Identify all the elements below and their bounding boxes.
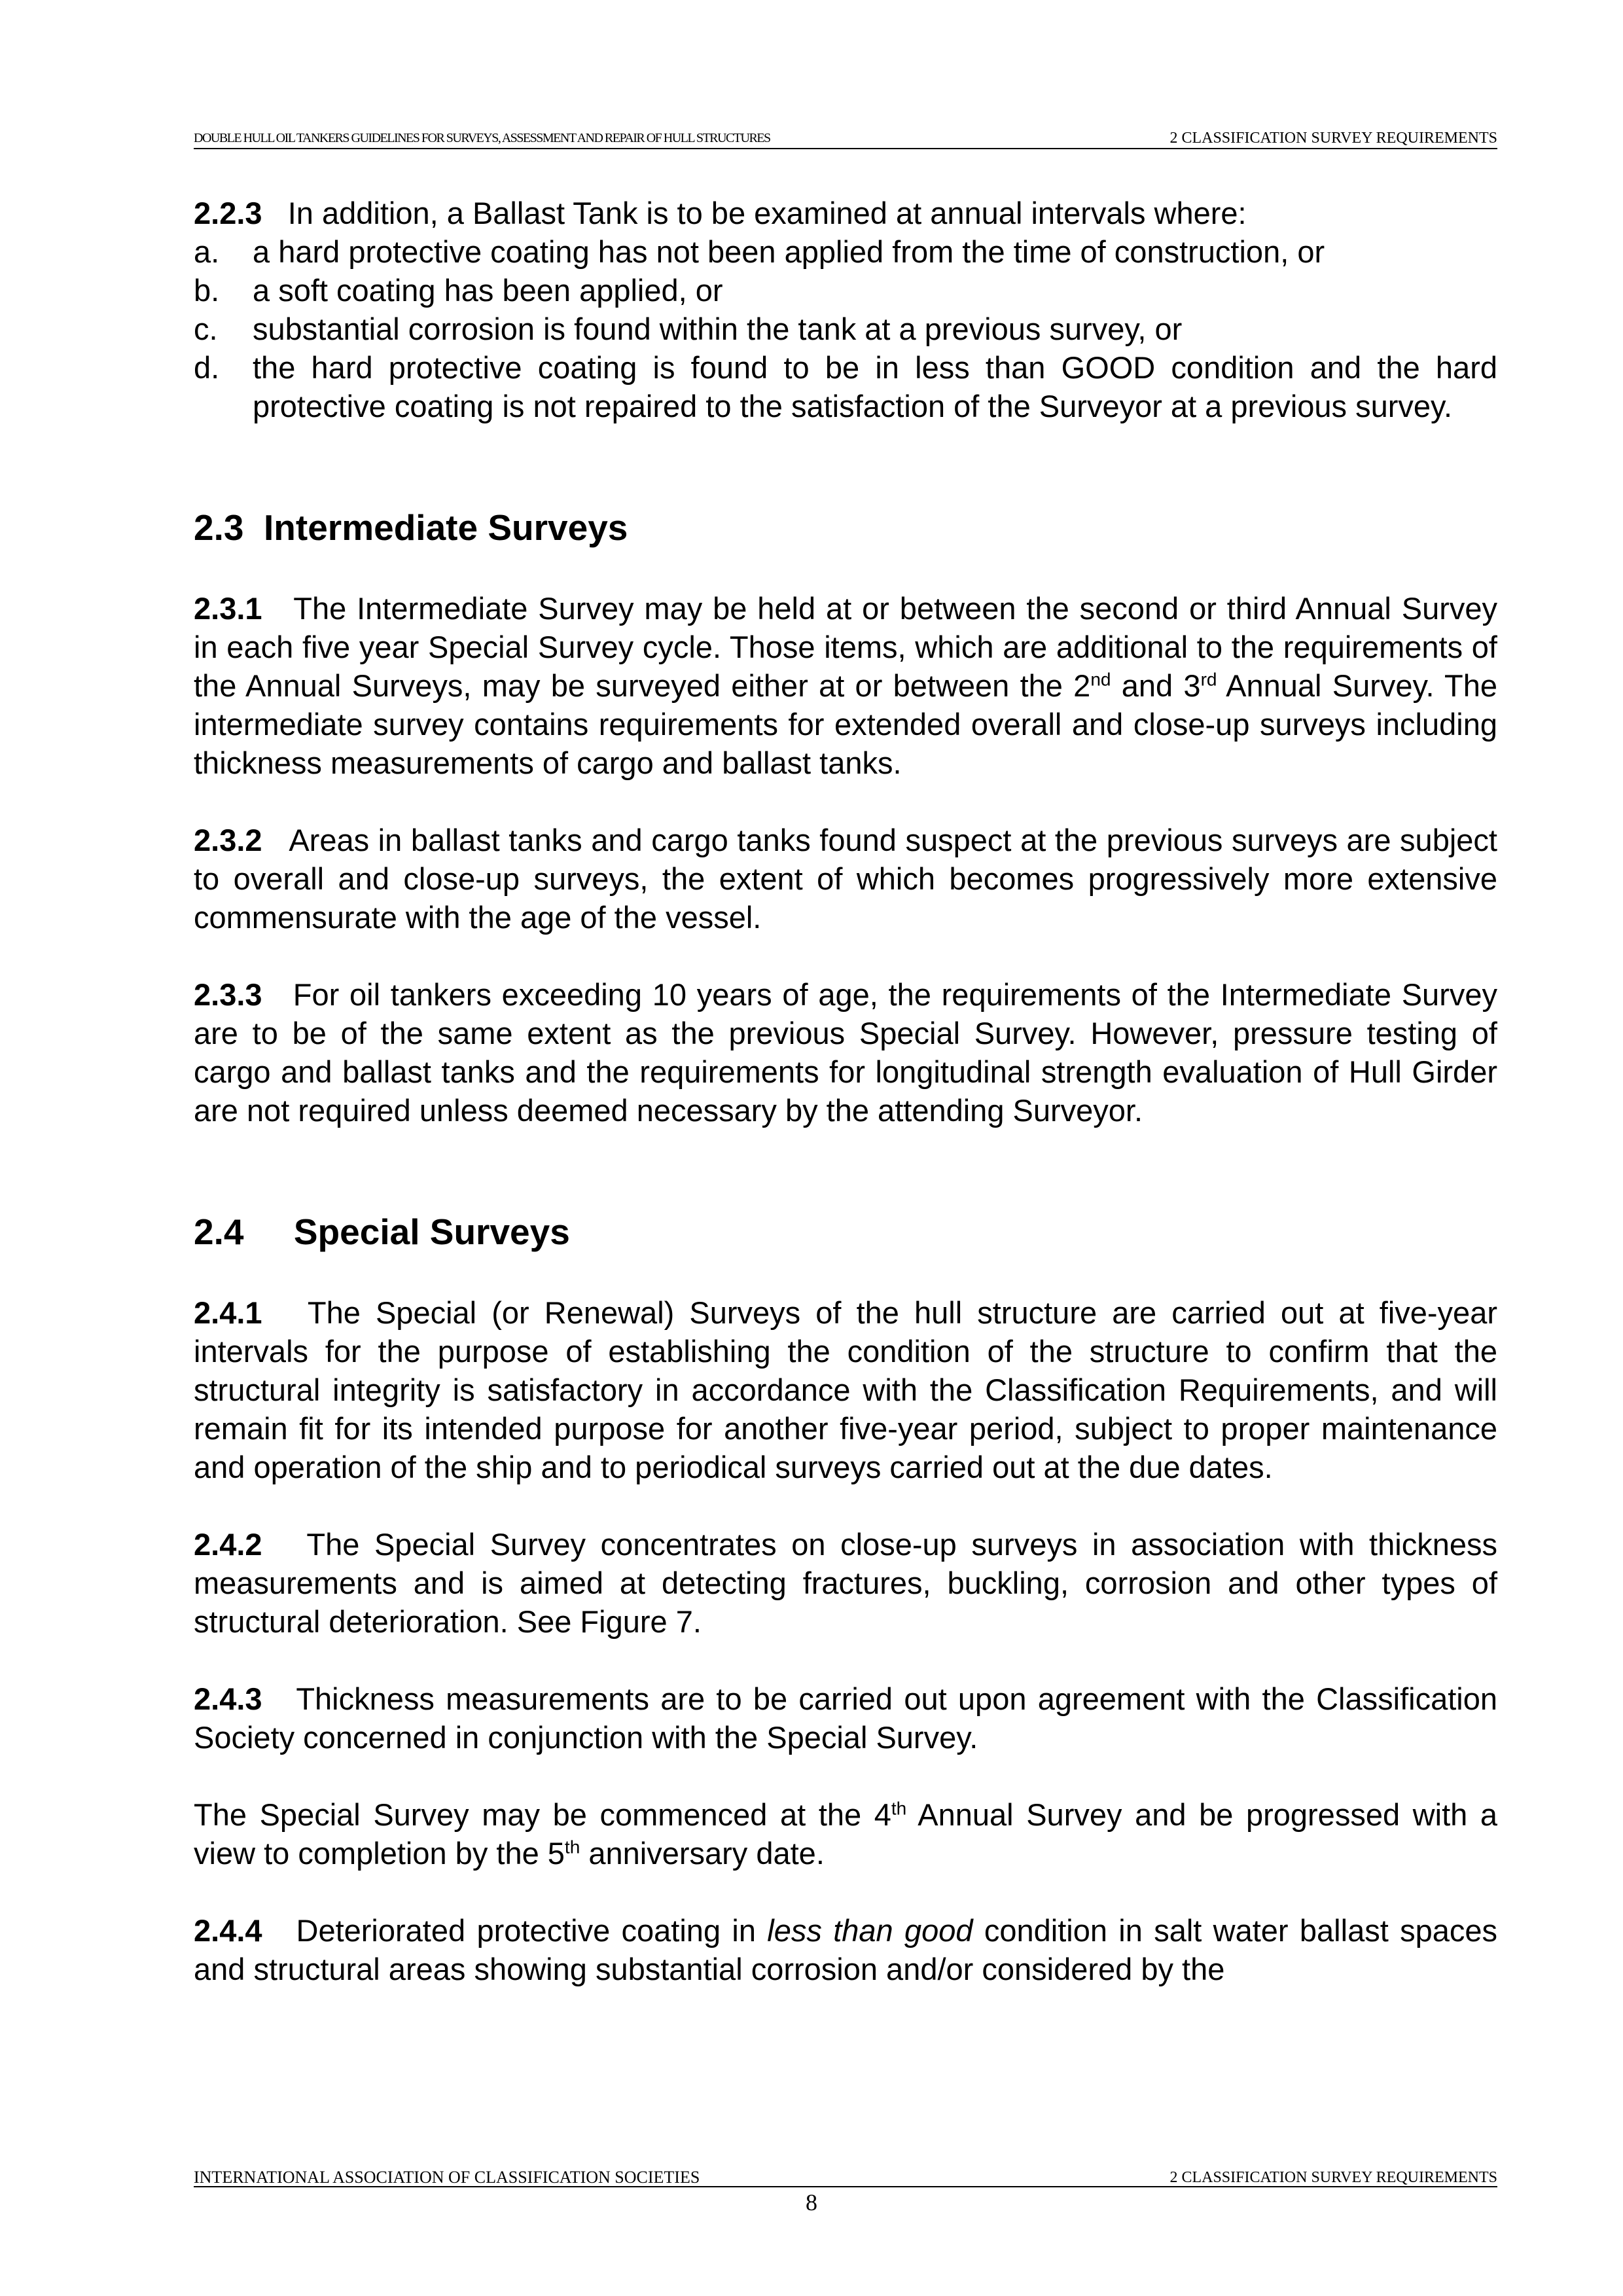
paragraph-text: Deteriorated protective coating in (296, 1913, 768, 1948)
paragraph-text: Annual Survey and be progressed with a view to completion by the 5 (194, 1797, 1497, 1871)
body-content (194, 194, 1497, 1988)
section-title: Special Surveys (293, 1211, 570, 1252)
paragraph-text: Thickness measurements are to be carried out upon agreement with the Classification Society concerned in conjunction with the Special Survey. (194, 1681, 1497, 1755)
footer-chapter-title: 2 CLASSIFICATION SURVEY REQUIREMENTS (1169, 2169, 1497, 2186)
ordinal-suffix: nd (1090, 669, 1111, 690)
paragraph-number: 2.4.1 (194, 1295, 262, 1330)
paragraph-text: The Intermediate Survey may be held at or between the second or third Annual Survey in each five year Special Survey cycle. Those items, which are additional to the requirements of the Annual Surveys, may be surveyed either at or between the 2 (194, 591, 1497, 703)
paragraph-text: Areas in ballast tanks and cargo tanks found suspect at the previous surveys are subject to overall and close-up surveys, the extent of which becomes progressively more extensive commensurate with the age of the vessel. (194, 823, 1497, 935)
paragraph-number: 2.4.3 (194, 1681, 262, 1716)
paragraph-2-3-1 (194, 589, 1497, 782)
section-heading-2-4 (194, 1208, 1497, 1255)
paragraph-2-4-2 (194, 1525, 1497, 1641)
list-marker: a. (194, 234, 220, 269)
paragraph-text: and 3 (1111, 668, 1201, 703)
running-header (194, 128, 1497, 149)
paragraph-text: anniversary date. (580, 1836, 825, 1871)
paragraph-2-3-2 (194, 821, 1497, 937)
list-marker: d. (194, 350, 220, 385)
paragraph-number: 2.4.4 (194, 1913, 262, 1948)
ordinal-suffix: th (564, 1837, 580, 1857)
list-item (194, 348, 1497, 425)
paragraph-number: 2.3.1 (194, 591, 262, 626)
paragraph-text: The Special Survey may be commenced at the 4 (194, 1797, 891, 1832)
paragraph-text: Annual Survey. The intermediate survey contains requirements for extended overall and close-up surveys including thickness measurements of cargo and ballast tanks. (194, 668, 1497, 780)
footer-organization: INTERNATIONAL ASSOCIATION OF CLASSIFICATION SOCIETIES (194, 2168, 700, 2187)
ballast-tank-conditions-list (194, 232, 1497, 425)
list-item (194, 310, 1497, 348)
section-heading-2-3 (194, 504, 1497, 551)
paragraph-text: The Special (or Renewal) Surveys of the hull structure are carried out at five-year intervals for the purpose of establishing the condition of the structure to confirm that the structural integrity is satisfactory in accordance with the Classification Requirements, and will remain fit for its intended purpose for another five-year period, subject to proper maintenance and operation of the ship and to periodical surveys carried out at the due dates. (194, 1295, 1497, 1484)
page-number: 8 (806, 2189, 817, 2215)
paragraph-text: For oil tankers exceeding 10 years of age, the requirements of the Intermediate Survey are to be of the same extent as the previous Special Survey. However, pressure testing of cargo and ballast tanks and the requirements for longitudinal strength evaluation of Hull Girder are not required unless deemed necessary by the attending Surveyor. (194, 977, 1497, 1128)
list-item (194, 232, 1497, 271)
paragraph-text: condition in salt water ballast spaces and structural areas showing substantial corrosion and/or considered by the (194, 1913, 1497, 1986)
paragraph-text: In addition, a Ballast Tank is to be examined at annual intervals where: (287, 196, 1247, 230)
list-item (194, 271, 1497, 310)
list-item-text: the hard protective coating is found to be in less than GOOD condition and the hard protective coating is not repaired to the satisfaction of the Surveyor at a previous survey. (253, 350, 1497, 423)
paragraph-2-3-3 (194, 975, 1497, 1130)
running-footer (194, 2168, 1497, 2187)
list-marker: c. (194, 312, 218, 346)
list-item-text: a hard protective coating has not been applied from the time of construction, or (253, 234, 1325, 269)
paragraph-2-2-3 (194, 194, 1497, 232)
ordinal-suffix: rd (1200, 669, 1217, 690)
section-number: 2.3 (194, 507, 244, 548)
paragraph-number: 2.3.2 (194, 823, 262, 857)
paragraph-number: 2.2.3 (194, 196, 262, 230)
list-item-text: substantial corrosion is found within the tank at a previous survey, or (253, 312, 1183, 346)
paragraph-2-4-3 (194, 1679, 1497, 1757)
emphasized-text: less than good (767, 1913, 973, 1948)
section-number: 2.4 (194, 1211, 244, 1252)
paragraph-number: 2.4.2 (194, 1527, 262, 1562)
paragraph-number: 2.3.3 (194, 977, 262, 1012)
section-title: Intermediate Surveys (264, 507, 628, 548)
paragraph-special-survey-commencement (194, 1795, 1497, 1873)
paragraph-text: The Special Survey concentrates on close-up surveys in association with thickness measurements and is aimed at detecting fractures, buckling, corrosion and other types of structural deterioration. See Figure 7. (194, 1527, 1497, 1639)
list-marker: b. (194, 273, 220, 308)
paragraph-2-4-1 (194, 1293, 1497, 1486)
ordinal-suffix: th (891, 1798, 907, 1819)
header-document-title: DOUBLE HULL OIL TANKERS GUIDELINES FOR SURVEYS, ASSESSMENT AND REPAIR OF HULL STRUCTURES (194, 131, 770, 145)
header-chapter-title: 2 CLASSIFICATION SURVEY REQUIREMENTS (1169, 130, 1497, 147)
list-item-text: a soft coating has been applied, or (253, 273, 723, 308)
paragraph-2-4-4 (194, 1911, 1497, 1988)
